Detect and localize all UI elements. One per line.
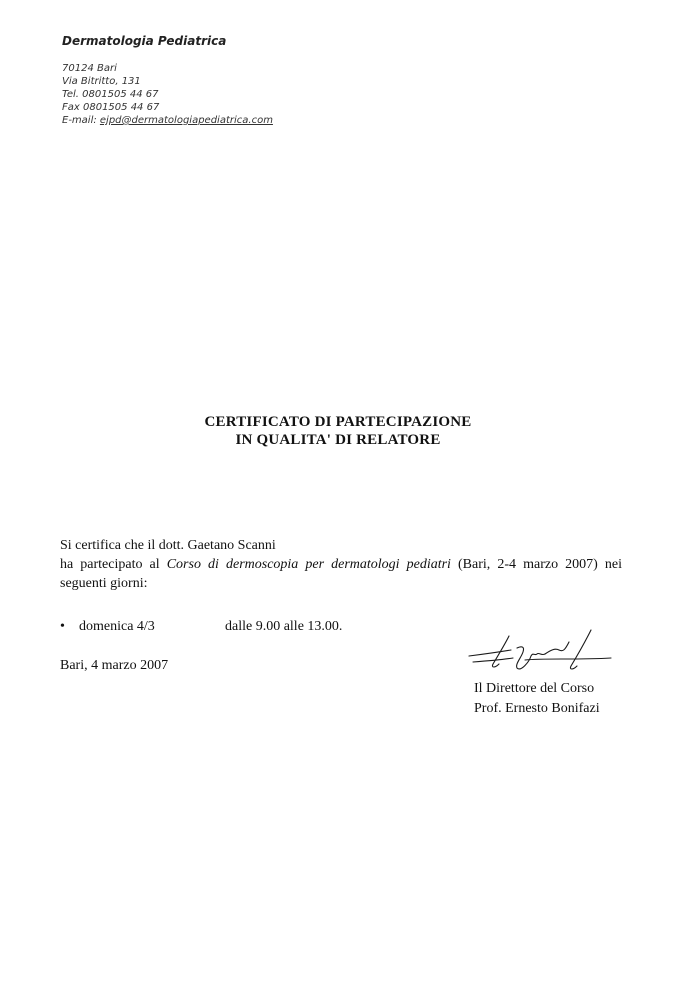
participation-suffix: (Bari, 2-4 marzo 2007) nei seguenti giorni: [60, 557, 622, 591]
signer-block [474, 679, 600, 719]
certificate-body [60, 536, 622, 593]
participation-prefix: ha partecipato al [60, 557, 167, 572]
certificate-title [0, 413, 676, 449]
email-line [62, 114, 273, 127]
email-label: E-mail: [62, 115, 100, 126]
fax: Fax 0801505 44 67 [62, 102, 160, 113]
place-and-date: Bari, 4 marzo 2007 [60, 658, 169, 673]
schedule-day: domenica 4/3 [79, 619, 155, 634]
title-line-2: IN QUALITA' DI RELATORE [235, 432, 441, 448]
signer-name: Prof. Ernesto Bonifazi [474, 701, 600, 716]
street-address: Via Bitritto, 131 [62, 76, 141, 87]
bullet-icon: • [60, 619, 65, 634]
course-name: Corso di dermoscopia per dermatologi pediatri [166, 557, 451, 572]
schedule-hours: dalle 9.00 alle 13.00. [225, 619, 343, 634]
participation-statement [60, 555, 622, 593]
letterhead [62, 34, 273, 127]
telephone: Tel. 0801505 44 67 [62, 89, 159, 100]
postal-address: 70124 Bari [62, 63, 117, 74]
handwritten-signature [465, 628, 615, 678]
certification-statement: Si certifica che il dott. Gaetano Scanni [60, 538, 276, 553]
email-link[interactable]: ejpd@dermatologiapediatrica.com [99, 115, 273, 126]
organization-name: Dermatologia Pediatrica [62, 34, 227, 48]
signer-role: Il Direttore del Corso [474, 681, 595, 696]
title-line-1: CERTIFICATO DI PARTECIPAZIONE [204, 414, 472, 430]
